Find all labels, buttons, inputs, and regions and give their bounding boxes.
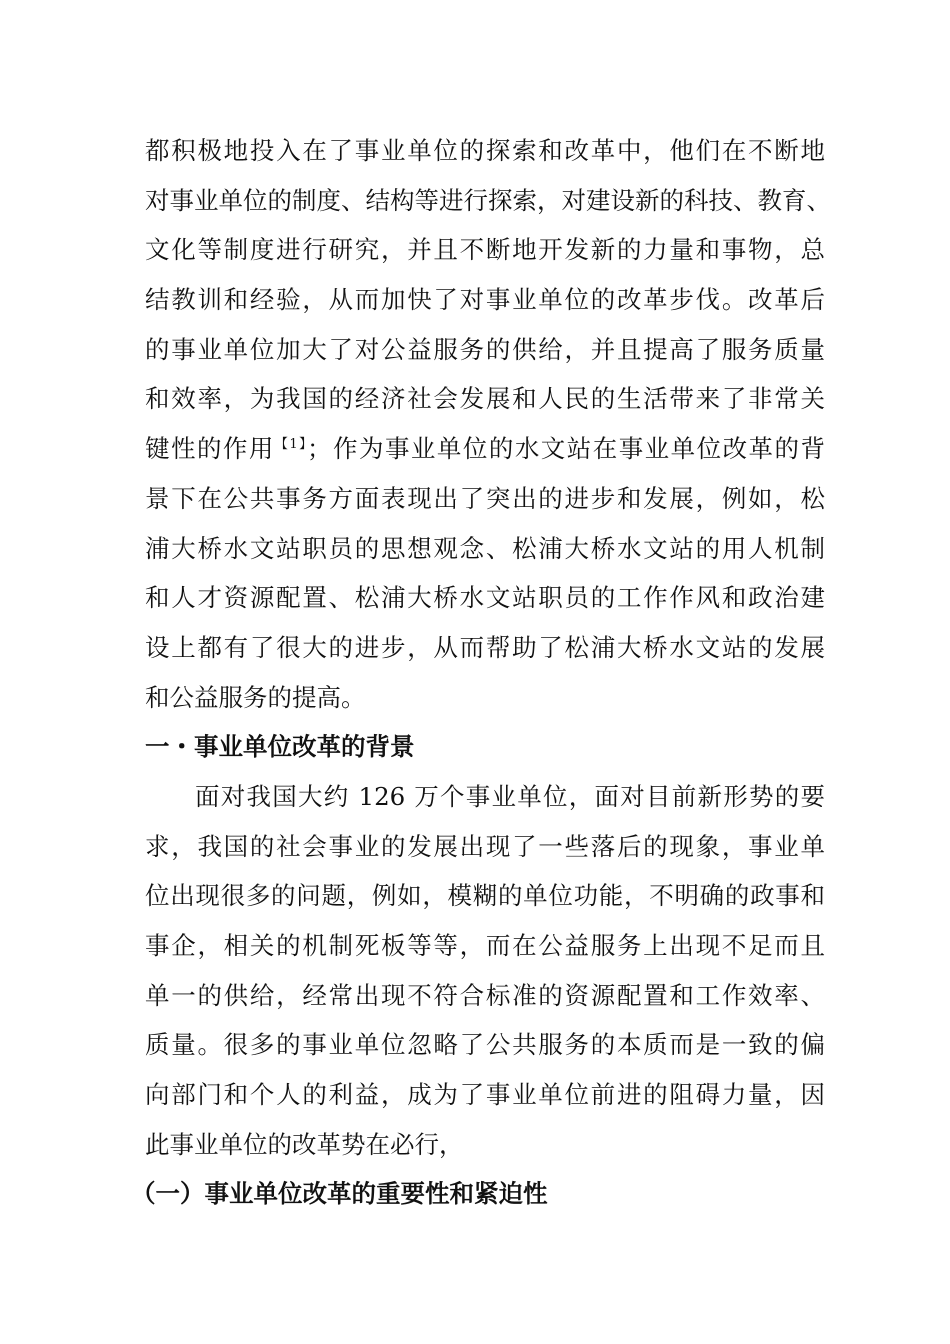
text-line: 的事业单位加大了对公益服务的供给，并且提高了服务质量 [145,334,825,364]
text-line: 都积极地投入在了事业单位的探索和改革中，他们在不断地 [145,136,825,165]
text-line: 文化等制度进行研究，并且不断地开发新的力量和事物，总 [145,235,825,265]
text-line: 浦大桥水文站职员的思想观念、松浦大桥水文站的用人机制 [145,533,825,563]
citation-reference: 【1】 [274,437,308,453]
text-line: 事企，相关的机制死板等等，而在公益服务上出现不足而且 [145,931,825,960]
text-line: 和公益服务的提高。 [145,682,366,712]
text-line: 结教训和经验，从而加快了对事业单位的改革步伐。改革后 [145,285,825,315]
text-line: 质量。很多的事业单位忽略了公共服务的本质而是一致的偏 [145,1030,825,1060]
text-segment: ；作为事业单位的水文站在事业单位改革的背 [307,434,825,464]
document-page [131,126,831,1219]
text-line: 向部门和个人的利益，成为了事业单位前进的阻碍力量，因 [145,1080,825,1110]
subsection-heading: （一）事业单位改革的重要性和紧迫性 [131,1179,548,1209]
text-line: 和效率，为我国的经济社会发展和人民的生活带来了非常关 [145,384,825,414]
text-line: 和人才资源配置、松浦大桥水文站职员的工作作风和政治建 [145,583,825,613]
text-line: 单一的供给，经常出现不符合标准的资源配置和工作效率、 [145,980,825,1010]
text-line: 面对我国大约 126 万个事业单位，面对目前新形势的要 [195,781,825,811]
text-line: 景下在公共事务方面表现出了突出的进步和发展，例如，松 [145,483,825,513]
text-line: 对事业单位的制度、结构等进行探索，对建设新的科技、教育、 [145,185,831,215]
text-line: 位出现很多的问题，例如，模糊的单位功能，不明确的政事和 [145,881,825,911]
text-segment: 键性的作用 [145,434,275,464]
text-line: 此事业单位的改革势在必行， [145,1129,464,1159]
text-line-with-reference [145,424,825,474]
text-line: 求，我国的社会事业的发展出现了一些落后的现象，事业单 [145,831,825,861]
text-line: 设上都有了很大的进步，从而帮助了松浦大桥水文站的发展 [145,632,825,662]
section-heading: 一・事业单位改革的背景 [145,732,415,762]
